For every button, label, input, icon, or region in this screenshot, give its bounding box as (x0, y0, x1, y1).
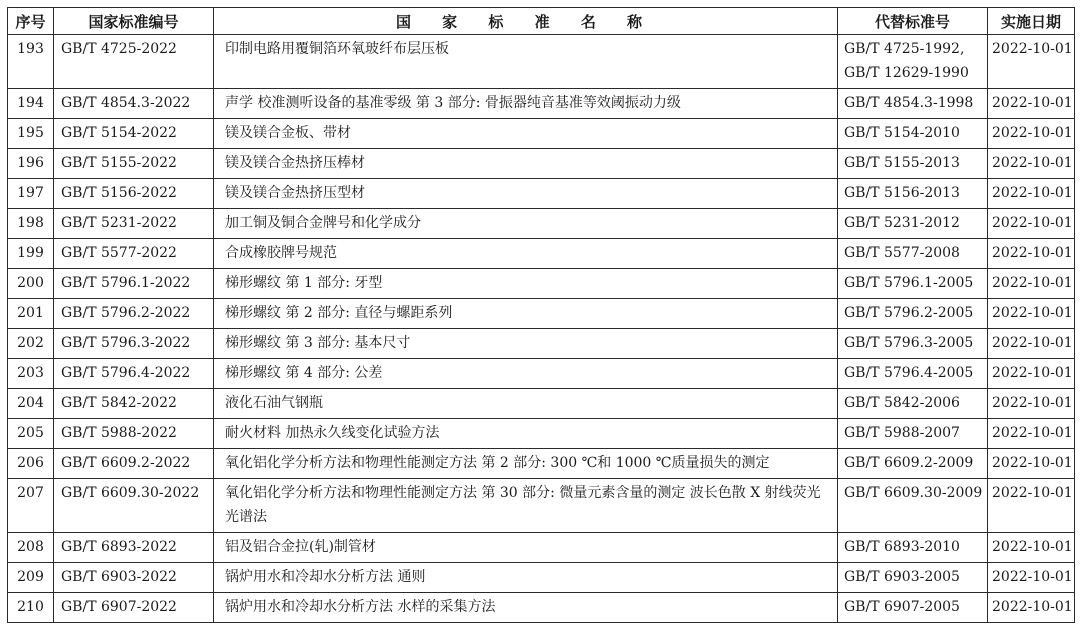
standard-name: 梯形螺纹 第 2 部分: 直径与螺距系列 (214, 299, 838, 329)
effective-date: 2022-10-01 (988, 359, 1075, 389)
standard-code: GB/T 4854.3-2022 (54, 89, 214, 119)
row-number: 209 (8, 563, 54, 593)
header-name: 国 家 标 准 名 称 (214, 8, 838, 35)
row-number: 203 (8, 359, 54, 389)
standard-name: 镁及镁合金板、带材 (214, 119, 838, 149)
replaced-standards (838, 119, 988, 149)
table-row (8, 119, 1075, 149)
effective-date: 2022-10-01 (988, 479, 1075, 533)
replaced-standard-code: GB/T 6907-2005 (844, 599, 960, 615)
effective-date: 2022-10-01 (988, 119, 1075, 149)
replaced-standards (838, 209, 988, 239)
standard-name: 梯形螺纹 第 4 部分: 公差 (214, 359, 838, 389)
effective-date: 2022-10-01 (988, 209, 1075, 239)
replaced-standards (838, 239, 988, 269)
replaced-standards (838, 179, 988, 209)
effective-date: 2022-10-01 (988, 419, 1075, 449)
replaced-standards (838, 89, 988, 119)
effective-date: 2022-10-01 (988, 239, 1075, 269)
header-replaced: 代替标准号 (838, 8, 988, 35)
replaced-standards (838, 563, 988, 593)
standard-name: 梯形螺纹 第 1 部分: 牙型 (214, 269, 838, 299)
standard-name: 合成橡胶牌号规范 (214, 239, 838, 269)
table-row (8, 149, 1075, 179)
table-row (8, 35, 1075, 89)
header-row (8, 8, 1075, 35)
table-row (8, 329, 1075, 359)
row-number: 206 (8, 449, 54, 479)
table-row (8, 389, 1075, 419)
standard-name: 耐火材料 加热永久线变化试验方法 (214, 419, 838, 449)
standard-code: GB/T 6907-2022 (54, 593, 214, 623)
standard-code: GB/T 5154-2022 (54, 119, 214, 149)
standard-code: GB/T 5577-2022 (54, 239, 214, 269)
replaced-standards (838, 593, 988, 623)
row-number: 210 (8, 593, 54, 623)
row-number: 197 (8, 179, 54, 209)
table-row (8, 89, 1075, 119)
standard-code: GB/T 4725-2022 (54, 35, 214, 89)
effective-date: 2022-10-01 (988, 149, 1075, 179)
standard-code: GB/T 5796.4-2022 (54, 359, 214, 389)
effective-date: 2022-10-01 (988, 179, 1075, 209)
row-number: 200 (8, 269, 54, 299)
standards-table (7, 7, 1075, 623)
standard-name: 铝及铝合金拉(轧)制管材 (214, 533, 838, 563)
replaced-standard-code: GB/T 5796.4-2005 (844, 365, 974, 381)
replaced-standard-code: GB/T 4854.3-1998 (844, 95, 974, 111)
standard-name: 镁及镁合金热挤压型材 (214, 179, 838, 209)
row-number: 202 (8, 329, 54, 359)
replaced-standard-code: GB/T 5154-2010 (844, 125, 960, 141)
replaced-standards (838, 389, 988, 419)
row-number: 199 (8, 239, 54, 269)
row-number: 194 (8, 89, 54, 119)
replaced-standards (838, 35, 988, 89)
replaced-standard-code: GB/T 4725-1992, (844, 41, 965, 57)
table-row (8, 299, 1075, 329)
row-number: 201 (8, 299, 54, 329)
standard-name: 印制电路用覆铜箔环氧玻纤布层压板 (214, 35, 838, 89)
effective-date: 2022-10-01 (988, 299, 1075, 329)
replaced-standards (838, 359, 988, 389)
row-number: 195 (8, 119, 54, 149)
standard-code: GB/T 5796.1-2022 (54, 269, 214, 299)
replaced-standards (838, 419, 988, 449)
standard-name: 加工铜及铜合金牌号和化学成分 (214, 209, 838, 239)
table-row (8, 533, 1075, 563)
replaced-standards (838, 449, 988, 479)
replaced-standards (838, 269, 988, 299)
replaced-standards (838, 299, 988, 329)
replaced-standard-code: GB/T 5577-2008 (844, 245, 960, 261)
table-row (8, 479, 1075, 533)
table-row (8, 563, 1075, 593)
replaced-standard-code: GB/T 5156-2013 (844, 185, 960, 201)
effective-date: 2022-10-01 (988, 563, 1075, 593)
standard-name: 镁及镁合金热挤压棒材 (214, 149, 838, 179)
effective-date: 2022-10-01 (988, 89, 1075, 119)
replaced-standard-code: GB/T 5842-2006 (844, 395, 960, 411)
row-number: 208 (8, 533, 54, 563)
replaced-standard-code: GB/T 6609.2-2009 (844, 455, 974, 471)
table-row (8, 359, 1075, 389)
row-number: 205 (8, 419, 54, 449)
standard-code: GB/T 6903-2022 (54, 563, 214, 593)
table-row (8, 209, 1075, 239)
replaced-standard-code: GB/T 5796.1-2005 (844, 275, 974, 291)
standard-name: 液化石油气钢瓶 (214, 389, 838, 419)
standard-name: 锅炉用水和冷却水分析方法 水样的采集方法 (214, 593, 838, 623)
standard-code: GB/T 5842-2022 (54, 389, 214, 419)
standard-code: GB/T 6609.2-2022 (54, 449, 214, 479)
table-row (8, 419, 1075, 449)
standard-code: GB/T 5796.3-2022 (54, 329, 214, 359)
effective-date: 2022-10-01 (988, 35, 1075, 89)
table-row (8, 239, 1075, 269)
replaced-standard-code: GB/T 5231-2012 (844, 215, 960, 231)
row-number: 196 (8, 149, 54, 179)
replaced-standard-code: GB/T 12629-1990 (844, 65, 969, 81)
effective-date: 2022-10-01 (988, 389, 1075, 419)
table-row (8, 179, 1075, 209)
replaced-standard-code: GB/T 5796.2-2005 (844, 305, 974, 321)
standard-code: GB/T 6609.30-2022 (54, 479, 214, 533)
table-row (8, 269, 1075, 299)
standard-code: GB/T 5988-2022 (54, 419, 214, 449)
standard-code: GB/T 5155-2022 (54, 149, 214, 179)
replaced-standard-code: GB/T 5988-2007 (844, 425, 960, 441)
table-row (8, 449, 1075, 479)
replaced-standards (838, 479, 988, 533)
standard-name: 锅炉用水和冷却水分析方法 通则 (214, 563, 838, 593)
replaced-standard-code: GB/T 5155-2013 (844, 155, 960, 171)
effective-date: 2022-10-01 (988, 269, 1075, 299)
row-number: 207 (8, 479, 54, 533)
standard-code: GB/T 5796.2-2022 (54, 299, 214, 329)
header-code: 国家标准编号 (54, 8, 214, 35)
replaced-standard-code: GB/T 6903-2005 (844, 569, 960, 585)
effective-date: 2022-10-01 (988, 329, 1075, 359)
header-date: 实施日期 (988, 8, 1075, 35)
effective-date: 2022-10-01 (988, 449, 1075, 479)
standard-name: 氧化铝化学分析方法和物理性能测定方法 第 30 部分: 微量元素含量的测定 波长色散 X 射线荧光光谱法 (214, 479, 838, 533)
replaced-standards (838, 533, 988, 563)
effective-date: 2022-10-01 (988, 593, 1075, 623)
row-number: 198 (8, 209, 54, 239)
standard-code: GB/T 6893-2022 (54, 533, 214, 563)
header-no: 序号 (8, 8, 54, 35)
replaced-standard-code: GB/T 6893-2010 (844, 539, 960, 555)
standard-name: 声学 校准测听设备的基准零级 第 3 部分: 骨振器纯音基准等效阈振动力级 (214, 89, 838, 119)
row-number: 204 (8, 389, 54, 419)
replaced-standard-code: GB/T 5796.3-2005 (844, 335, 974, 351)
table-row (8, 593, 1075, 623)
replaced-standard-code: GB/T 6609.30-2009 (844, 485, 983, 501)
row-number: 193 (8, 35, 54, 89)
standard-name: 梯形螺纹 第 3 部分: 基本尺寸 (214, 329, 838, 359)
effective-date: 2022-10-01 (988, 533, 1075, 563)
replaced-standards (838, 329, 988, 359)
standard-name: 氧化铝化学分析方法和物理性能测定方法 第 2 部分: 300 ℃和 1000 ℃质量损失的测定 (214, 449, 838, 479)
standard-code: GB/T 5231-2022 (54, 209, 214, 239)
replaced-standards (838, 149, 988, 179)
standard-code: GB/T 5156-2022 (54, 179, 214, 209)
